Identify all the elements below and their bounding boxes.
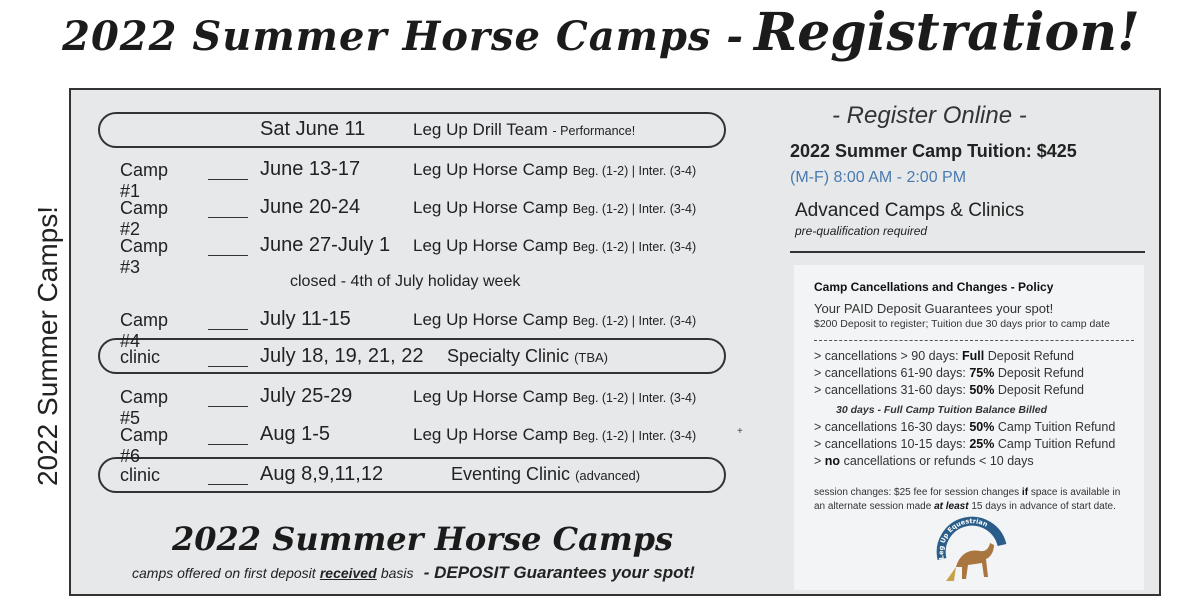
page-title <box>0 2 1202 63</box>
policy-line: > cancellations 61-90 days: 75% Deposit Refund <box>814 366 1085 380</box>
row-camp: clinic <box>120 347 161 367</box>
policy-line: > cancellations > 90 days: Full Deposit Refund <box>814 349 1074 363</box>
row-camp: Camp #4 <box>120 310 169 351</box>
divider <box>790 251 1145 253</box>
row-date: Aug 8,9,11,12 <box>260 463 384 485</box>
row-program: Leg Up Horse Camp Beg. (1-2) | Inter. (3-4) <box>413 425 697 444</box>
row-program: Leg Up Horse Camp Beg. (1-2) | Inter. (3-4) <box>413 387 697 406</box>
blank-line <box>208 406 248 407</box>
row-program: Eventing Clinic (advanced) <box>451 464 641 484</box>
register-online-heading: - Register Online - <box>832 102 1027 129</box>
blank-line <box>208 255 248 256</box>
policy-guarantee: Your PAID Deposit Guarantees your spot! <box>814 301 1054 316</box>
blank-line <box>208 179 248 180</box>
policy-billed: 30 days - Full Camp Tuition Balance Billed <box>836 404 1048 416</box>
policy-heading: Camp Cancellations and Changes - Policy <box>814 280 1054 294</box>
row-program: Leg Up Horse Camp Beg. (1-2) | Inter. (3-4) <box>413 310 697 329</box>
row-date: July 25-29 <box>260 385 353 407</box>
policy-deposit: $200 Deposit to register; Tuition due 30 days prior to camp date <box>814 318 1110 330</box>
blank-line <box>208 484 248 485</box>
dashed-divider <box>814 340 1134 341</box>
row-camp: clinic <box>120 465 161 485</box>
policy-line: > cancellations 10-15 days: 25% Camp Tuition Refund <box>814 437 1116 451</box>
row-camp: Camp #5 <box>120 387 169 428</box>
row-date: June 27-July 1 <box>260 234 391 256</box>
svg-text:Leg Up Equestrian: Leg Up Equestrian <box>937 517 990 561</box>
side-label: 2022 Summer Camps! <box>32 205 63 487</box>
session-changes-line: an alternate session made at least 15 days in advance of start date. <box>814 501 1116 512</box>
blank-line <box>208 329 248 330</box>
row-camp: Camp #1 <box>120 160 169 201</box>
title-main: 2022 Summer Horse Camps - <box>62 13 744 60</box>
bottom-subtitle: camps offered on first deposit received basis - DEPOSIT Guarantees your spot! <box>132 563 695 582</box>
row-date: July 11-15 <box>260 308 351 330</box>
row-date: June 20-24 <box>260 196 361 218</box>
blank-line <box>208 444 248 445</box>
row-camp: Camp #2 <box>120 198 169 239</box>
row-program: Leg Up Drill Team - Performance! <box>413 120 636 139</box>
title-emphasis: Registration! <box>753 2 1140 63</box>
row-date: June 13-17 <box>260 158 361 180</box>
row-program: Leg Up Horse Camp Beg. (1-2) | Inter. (3-4) <box>413 160 697 179</box>
policy-line: > cancellations 16-30 days: 50% Camp Tuition Refund <box>814 420 1116 434</box>
row-date: July 18, 19, 21, 22 <box>260 345 424 367</box>
row-program: Specialty Clinic (TBA) <box>447 346 609 366</box>
tuition-text: 2022 Summer Camp Tuition: $425 <box>790 141 1077 161</box>
row-date: Sat June 11 <box>260 118 366 140</box>
blank-line <box>208 217 248 218</box>
blank-line <box>208 366 248 367</box>
leg-up-equestrian-logo <box>934 515 1010 591</box>
policy-line: > cancellations 31-60 days: 50% Deposit Refund <box>814 383 1085 397</box>
hours-text: (M-F) 8:00 AM - 2:00 PM <box>790 169 967 186</box>
closed-note: closed - 4th of July holiday week <box>290 273 521 290</box>
bottom-title: 2022 Summer Horse Camps <box>172 520 674 558</box>
plus-mark: + <box>737 426 743 437</box>
row-program: Leg Up Horse Camp Beg. (1-2) | Inter. (3-4) <box>413 198 697 217</box>
session-changes-line: session changes: $25 fee for session changes if space is available in <box>814 487 1121 498</box>
advanced-camps-text: Advanced Camps & Clinics <box>795 200 1025 221</box>
row-camp: Camp #3 <box>120 236 169 277</box>
row-date: Aug 1-5 <box>260 423 331 445</box>
row-program: Leg Up Horse Camp Beg. (1-2) | Inter. (3-4) <box>413 236 697 255</box>
policy-line: > no cancellations or refunds < 10 days <box>814 454 1034 468</box>
row-camp: Camp #6 <box>120 425 169 466</box>
prequal-text: pre-qualification required <box>795 224 928 238</box>
